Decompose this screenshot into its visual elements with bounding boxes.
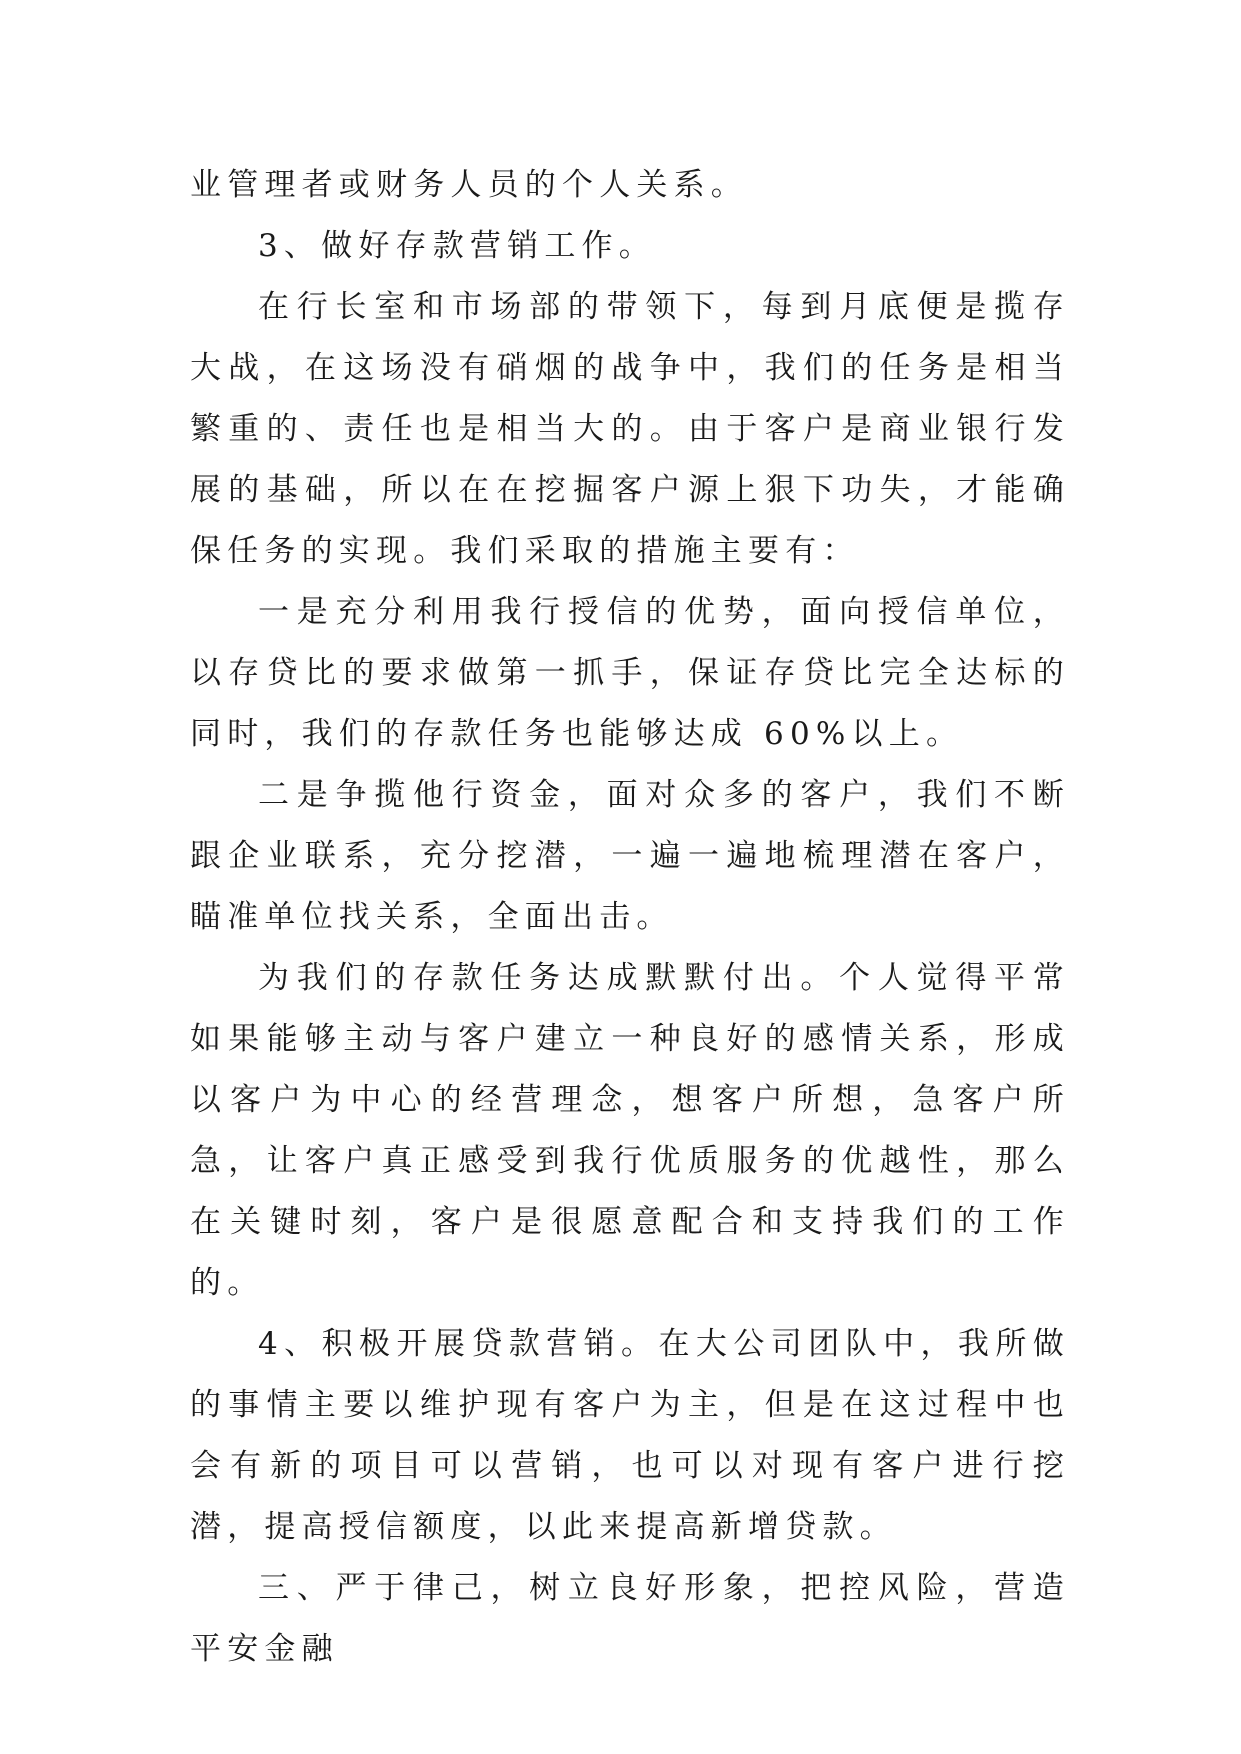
- document-body: [190, 155, 1070, 1680]
- paragraph-1: 业管理者或财务人员的个人关系。: [190, 167, 748, 203]
- paragraph-2: 3、做好存款营销工作。: [258, 228, 656, 264]
- paragraph-7: 4、积极开展贷款营销。在大公司团队中，我所做的事情主要以维护现有客户为主，但是在这过程中也会有新的项目可以营销，也可以对现有客户进行挖潜，提高授信额度，以此来提高新增贷款。: [190, 1326, 1070, 1545]
- paragraph-5: 二是争揽他行资金，面对众多的客户，我们不断跟企业联系，充分挖潜，一遍一遍地梳理潜在客户，瞄准单位找关系，全面出击。: [190, 777, 1070, 935]
- paragraph-6: 为我们的存款任务达成默默付出。个人觉得平常如果能够主动与客户建立一种良好的感情关系，形成以客户为中心的经营理念，想客户所想，急客户所急，让客户真正感受到我行优质服务的优越性，那么在关键时刻，客户是很愿意配合和支持我们的工作的。: [190, 960, 1070, 1301]
- paragraph-3: 在行长室和市场部的带领下，每到月底便是揽存大战，在这场没有硝烟的战争中，我们的任务是相当繁重的、责任也是相当大的。由于客户是商业银行发展的基础，所以在在挖掘客户源上狠下功失，才能确保任务的实现。我们采取的措施主要有：: [190, 289, 1070, 569]
- paragraph-8: 三、严于律己，树立良好形象，把控风险，营造平安金融: [190, 1570, 1070, 1667]
- paragraph-4: 一是充分利用我行授信的优势，面向授信单位，以存贷比的要求做第一抓手，保证存贷比完全达标的同时，我们的存款任务也能够达成 60%以上。: [190, 594, 1070, 752]
